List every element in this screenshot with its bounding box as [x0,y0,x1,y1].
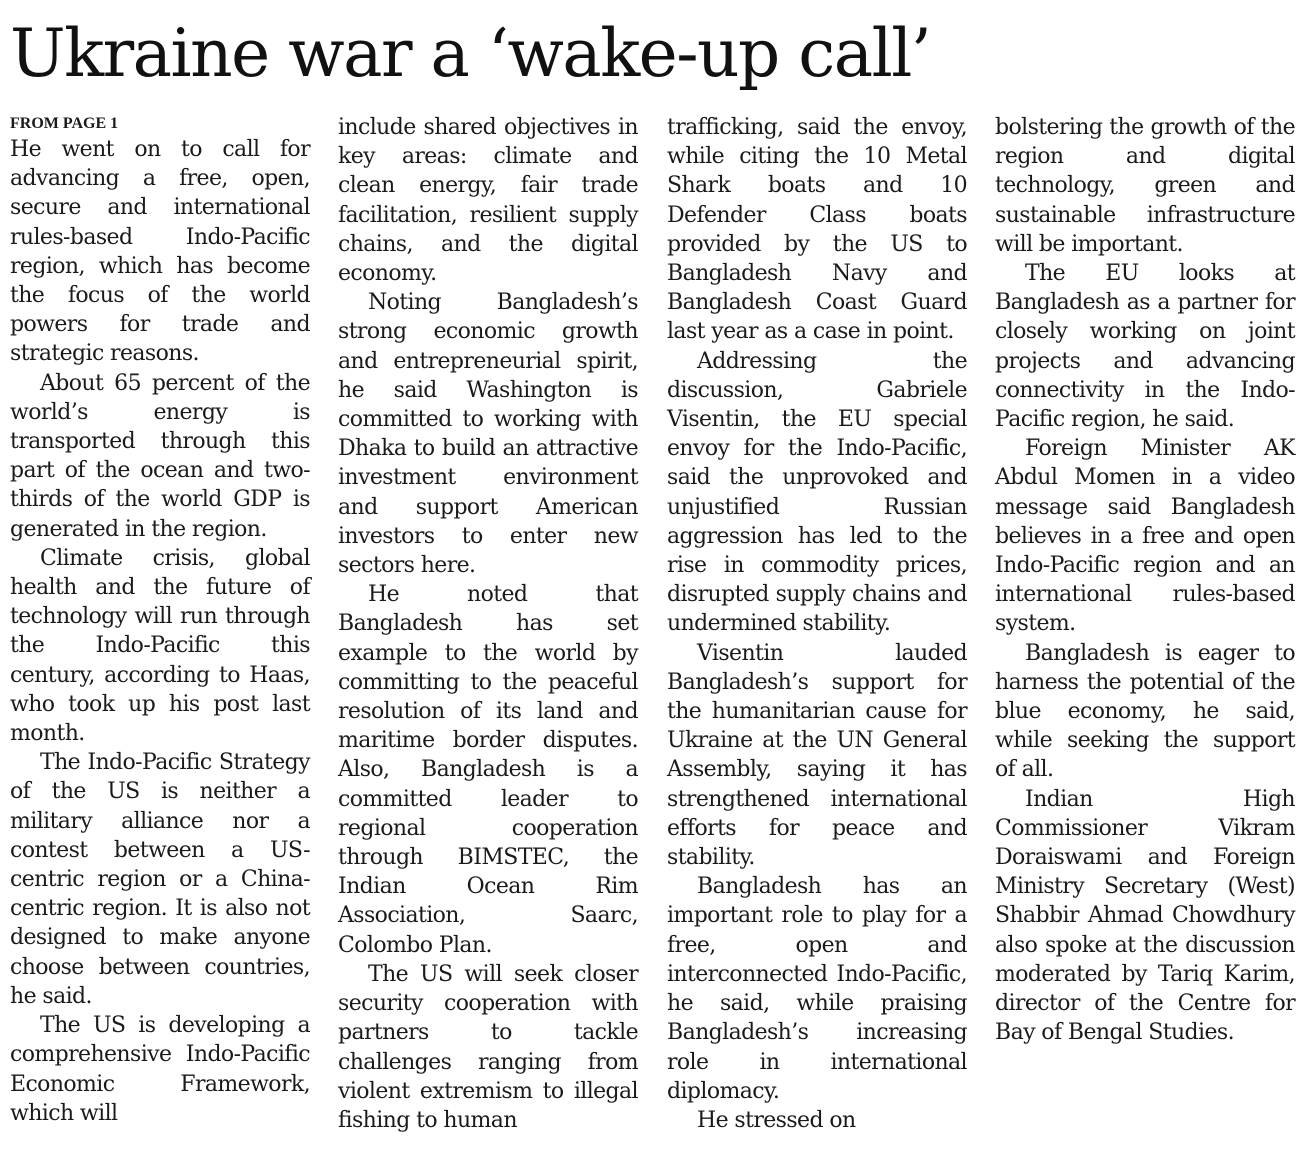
paragraph: trafficking, said the envoy, while citing the 10 Metal Shark boats and 10 Defender Class boats provided by the US to Bangladesh Navy and Bangladesh Coast Guard last year as a case in point. [667,115,967,345]
paragraph: Bangladesh has an important role to play for a free, open and interconnected Indo-Pacific, he said, while praising Bangladesh’s increasing role in international diplomacy. [667,874,967,1104]
paragraph: Addressing the discussion, Gabriele Visentin, the EU special envoy for the Indo-Pacific, said the unprovoked and unjustified Russian aggression has led to the rise in commodity prices, disrupted supply chains and undermined stability. [667,348,967,637]
paragraph: Indian High Commissioner Vikram Doraiswami and Foreign Ministry Secretary (West) Shabbir Ahmad Chowdhury also spoke at the discussion moderated by Tariq Karim, director of the Centre for Bay of Bengal Studies. [995,786,1295,1046]
paragraph: He stressed on [697,1107,856,1133]
paragraph: The US will seek closer security cooperation with partners to tackle challenges ranging from violent extremism to illegal fishing to human [338,961,638,1133]
paragraph: The Indo-Pacific Strategy of the US is neither a military alliance nor a contest between a US-centric region or a China-centric region. It is also not designed to make anyone choose between countries, he said. [10,750,310,1009]
paragraph: The US is developing a comprehensive Indo-Pacific Economic Framework, which will [10,1013,310,1126]
kicker-from-page-1: FROM PAGE 1 [10,115,119,132]
paragraph: The EU looks at Bangladesh as a partner for closely working on joint projects and advancing connectivity in the Indo-Pacific region, he said. [995,261,1295,433]
paragraph: He went on to call for advancing a free, open, secure and international rules-based Indo-Pacific region, which has become the focus of the world powers for trade and strategic reasons. [10,137,310,367]
paragraph: Visentin lauded Bangladesh’s support for the humanitarian cause for Ukraine at the UN General Assembly, saying it has strengthened international efforts for peace and stability. [667,640,967,871]
paragraph: About 65 percent of the world’s energy is transported through this part of the ocean and two-thirds of the world GDP is generated in the region. [10,370,310,542]
paragraph: Noting Bangladesh’s strong economic growth and entrepreneurial spirit, he said Washington is committed to working with Dhaka to build an attractive investment environment and support American investors to enter new sectors here. [338,290,638,579]
article-column-4 [995,113,1295,1048]
article-column-3 [667,113,967,1135]
paragraph: Climate crisis, global health and the future of technology will run through the Indo-Pacific this century, according to Haas, who took up his post last month. [10,545,310,747]
paragraph: Foreign Minister AK Abdul Momen in a video message said Bangladesh believes in a free and open Indo-Pacific region and an international rules-based system. [995,436,1295,637]
paragraph: include shared objectives in key areas: climate and clean energy, fair trade facilitation, resilient supply chains, and the digital economy. [338,115,638,287]
paragraph: bolstering the growth of the region and digital technology, green and sustainable infrastructure will be important. [995,115,1295,257]
paragraph: He noted that Bangladesh has set example to the world by committing to the peaceful resolution of its land and maritime border disputes. Also, Bangladesh is a committed leader to regional cooperation through BIMSTEC, the Indian Ocean Rim Association, Saarc, Colombo Plan. [338,582,638,958]
article-column-2 [338,113,638,1135]
article-column-1 [10,113,310,1128]
paragraph: Bangladesh is eager to harness the potential of the blue economy, he said, while seeking the support of all. [995,640,1295,783]
headline: Ukraine war a ‘wake-up call’ [10,15,931,92]
